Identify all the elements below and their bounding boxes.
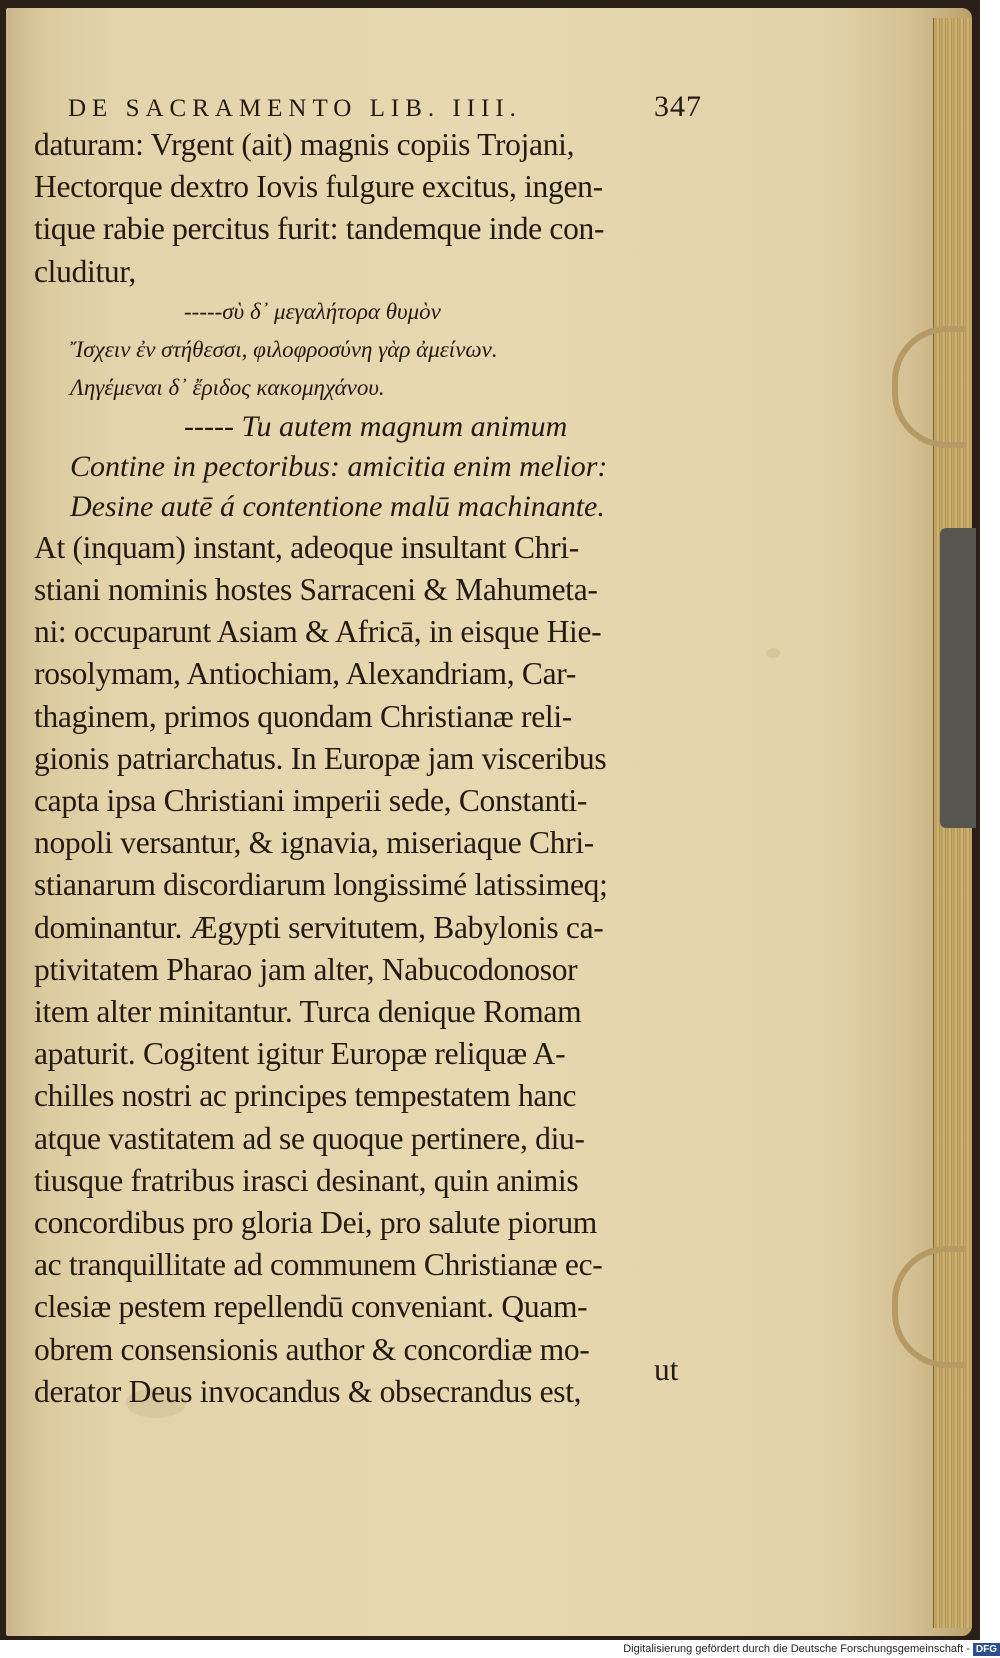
running-head (68, 92, 702, 124)
text-line: thaginem, primos quondam Christianæ reli- (34, 698, 572, 734)
credit-text: Digitalisierung gefördert durch die Deutsche Forschungsgemeinschaft - (623, 1643, 970, 1655)
text-line: gionis patriarchatus. In Europæ jam visceribus (34, 740, 607, 776)
text-line: concordibus pro gloria Dei, pro salute piorum (34, 1205, 597, 1241)
text-line: cluditur, (34, 253, 136, 289)
text-line: capta ipsa Christiani imperii sede, Constanti- (34, 783, 588, 819)
latin-translation-line: Desine autē á contentione malū machinante. (70, 489, 605, 523)
text-line: derator Deus invocandus & obsecrandus est, (34, 1373, 582, 1409)
grey-bookmark-tab (940, 528, 976, 828)
text-line: nopoli versantur, & ignavia, miseriaque Chri- (34, 825, 594, 861)
dfg-logo: DFG (973, 1643, 1000, 1656)
text-line: item alter minitantur. Turca denique Romam (34, 994, 582, 1030)
text-line: stianarum discordiarum longissimé latissimeq; (34, 867, 608, 903)
text-line: ptivitatem Pharao jam alter, Nabucodonosor (34, 951, 578, 987)
text-line: tiusque fratribus irasci desinant, quin animis (34, 1162, 579, 1198)
greek-quote-line: Ληγέμεναι δ᾽ ἔριδος κακομηχάνου. (70, 374, 385, 400)
text-line: ni: occuparunt Asiam & Africā, in eisque Hie- (34, 614, 602, 650)
text-line: chilles nostri ac principes tempestatem hanc (34, 1078, 577, 1114)
paper-stain (766, 648, 780, 658)
clasp-top (892, 326, 966, 448)
page-number: 347 (654, 90, 702, 123)
text-line: clesiæ pestem repellendū conveniant. Quam- (34, 1289, 588, 1325)
text-line: Hectorque dextro Iovis fulgure excitus, ingen- (34, 169, 603, 205)
clasp-bottom (892, 1246, 966, 1368)
running-title: DE SACRAMENTO LIB. IIII. (68, 95, 522, 122)
page-text (34, 92, 714, 1413)
text-line: tique rabie percitus furit: tandemque inde con- (34, 211, 605, 247)
latin-translation-line: Contine in pectoribus: amicitia enim melior: (70, 449, 608, 483)
text-line: atque vastitatem ad se quoque pertinere, diu- (34, 1120, 585, 1156)
greek-quote-line: Ἴσχειν ἐν στήθεσσι, φιλοφροσύνη γὰρ ἀμείνων. (70, 336, 498, 362)
text-line: daturam: Vrgent (ait) magnis copiis Trojani, (34, 127, 575, 162)
greek-quote-line: -----σὺ δ᾽ μεγαλήτορα θυμὸν (184, 298, 441, 324)
digitization-credit (590, 1640, 1000, 1658)
text-line: ac tranquillitate ad communem Christianæ ec- (34, 1247, 603, 1283)
latin-translation-line: ----- Tu autem magnum animum (184, 409, 568, 443)
text-line: obrem consensionis author & concordiæ mo- (34, 1331, 590, 1367)
catchword: ut (654, 1352, 679, 1387)
text-line: At (inquam) instant, adeoque insultant Chri- (34, 529, 579, 565)
text-line: apaturit. Cogitent igitur Europæ reliquæ A- (34, 1036, 566, 1072)
text-line: rosolymam, Antiochiam, Alexandriam, Car- (34, 656, 577, 692)
text-line: dominantur. Ægypti servitutem, Babylonis ca- (34, 909, 604, 945)
text-line: stiani nominis hostes Sarraceni & Mahumeta- (34, 572, 598, 608)
